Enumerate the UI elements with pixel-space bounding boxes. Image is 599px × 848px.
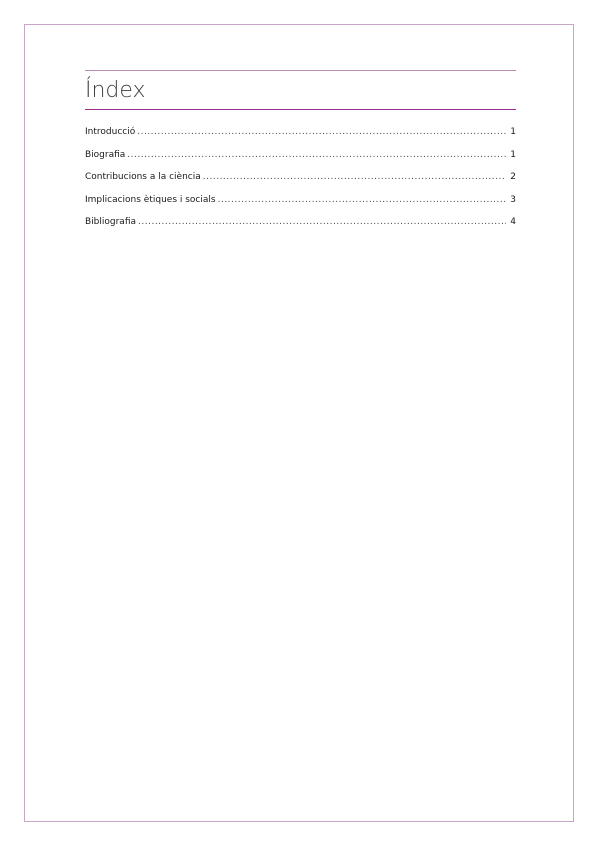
toc-entry-implicacions[interactable] — [85, 194, 516, 217]
toc-entry-bibliografia[interactable] — [85, 216, 516, 239]
toc-entry-page: 1 — [510, 127, 516, 137]
title-bottom-rule — [85, 109, 516, 110]
toc-leader-dots — [218, 194, 506, 206]
toc-entry-label: Biografia — [85, 149, 126, 160]
toc-entry-label: Implicacions ètiques i socials — [85, 194, 216, 205]
toc-entry-label: Bibliografia — [85, 217, 137, 227]
title-top-rule — [85, 70, 516, 71]
toc-entry-label: Introducció — [85, 127, 136, 137]
toc-section — [85, 70, 516, 239]
toc-leader-dots — [127, 149, 506, 161]
toc-entry-biografia[interactable] — [85, 149, 516, 172]
toc-entry-page: 4 — [510, 217, 516, 227]
toc-leader-dots — [137, 126, 506, 138]
toc-title: Índex — [85, 78, 146, 103]
toc-entry-contribucions[interactable] — [85, 171, 516, 194]
toc-entry-page: 3 — [510, 194, 516, 205]
toc-entry-label: Contribucions a la ciència — [85, 172, 201, 182]
toc-list — [85, 126, 516, 239]
toc-leader-dots — [203, 171, 506, 183]
toc-entry-page: 2 — [510, 172, 516, 182]
toc-entry-introduccio[interactable] — [85, 126, 516, 149]
toc-entry-page: 1 — [510, 149, 516, 160]
toc-leader-dots — [138, 216, 506, 228]
